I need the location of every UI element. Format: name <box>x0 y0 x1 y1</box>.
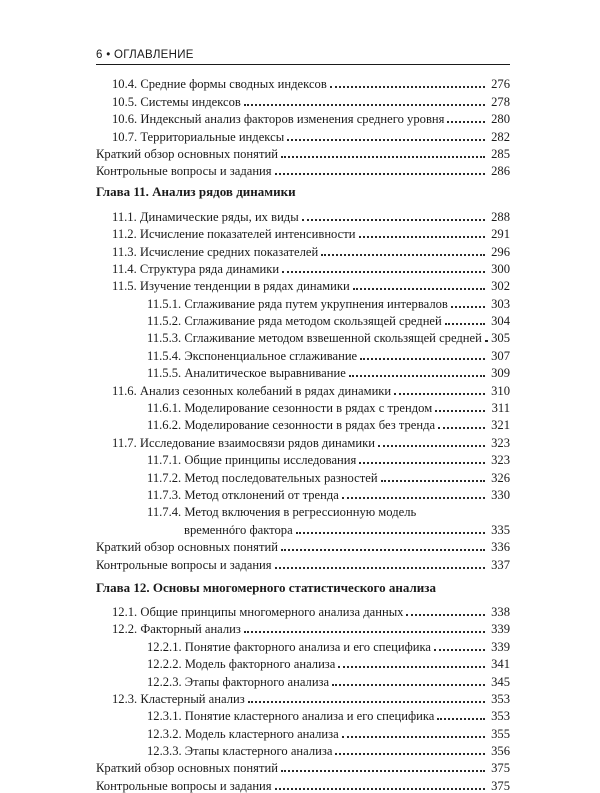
toc-entry-text: Метод последовательных разностей <box>184 471 377 485</box>
toc-entry-title <box>112 227 356 241</box>
toc-entry-text: Контрольные вопросы и задания <box>96 779 272 793</box>
toc-entry-title <box>147 727 339 741</box>
dot-leader <box>394 393 485 395</box>
toc-entry-text: Этапы кластерного анализа <box>185 744 333 758</box>
toc-entry[interactable] <box>96 259 510 276</box>
toc-entry-title <box>147 488 339 502</box>
toc-entry-number: 11.6.2. <box>147 418 181 432</box>
dot-leader <box>445 323 485 325</box>
dot-leader <box>342 736 485 738</box>
toc-page-number: 375 <box>488 761 510 775</box>
toc-entry-number: 11.7.4. <box>147 505 181 519</box>
toc-entry-title <box>96 164 272 178</box>
toc-entry[interactable] <box>96 363 510 380</box>
toc-page-number: 286 <box>488 164 510 178</box>
toc-entry-number: 11.5.3. <box>147 331 181 345</box>
toc-page-number: 278 <box>488 95 510 109</box>
dot-leader <box>275 567 485 569</box>
chapter-heading[interactable]: Глава 11. Анализ рядов динамики <box>96 178 510 206</box>
dot-leader <box>353 288 485 290</box>
toc-page-number: 296 <box>488 245 510 259</box>
toc-page-number: 310 <box>488 384 510 398</box>
toc-entry-title <box>147 471 378 485</box>
toc-entry-title <box>96 779 272 793</box>
toc-entry-title <box>147 640 431 654</box>
toc-entry-title <box>147 709 434 723</box>
toc-page-number: 311 <box>488 401 510 415</box>
toc-page-number: 323 <box>488 436 510 450</box>
toc-entry-number: 11.6. <box>112 384 137 398</box>
toc-entry[interactable] <box>96 328 510 345</box>
toc-entry-title <box>96 558 272 572</box>
toc-entry[interactable] <box>96 502 510 519</box>
toc-entry-text: Территориальные индексы <box>140 130 284 144</box>
toc-page-number: 326 <box>488 471 510 485</box>
toc-page-number: 300 <box>488 262 510 276</box>
dot-leader <box>330 86 485 88</box>
toc-entry-number: 12.2.1. <box>147 640 182 654</box>
toc-entry-title <box>112 622 241 636</box>
toc-page-number: 345 <box>488 675 510 689</box>
toc-entry-title <box>147 657 335 671</box>
toc-entry-text: Этапы факторного анализа <box>185 675 329 689</box>
toc-entry-text: Моделирование сезонности в рядах с трендом <box>184 401 432 415</box>
toc-entry-number: 12.2. <box>112 622 137 636</box>
toc-entry-text: Краткий обзор основных понятий <box>96 540 278 554</box>
dot-leader <box>282 271 485 273</box>
toc-page-number: 302 <box>488 279 510 293</box>
toc-entry-number: 12.1. <box>112 605 137 619</box>
dot-leader <box>281 549 485 551</box>
toc-entry-number: 12.2.3. <box>147 675 182 689</box>
dot-leader <box>275 173 485 175</box>
toc-entry[interactable] <box>96 224 510 241</box>
toc-entry-text: Понятие кластерного анализа и его специфика <box>185 709 435 723</box>
toc-entry-title <box>147 366 346 380</box>
toc-page-number: 309 <box>488 366 510 380</box>
toc-page-number: 339 <box>488 622 510 636</box>
toc-entry[interactable] <box>96 723 510 740</box>
toc-entry-text: Метод включения в регрессионную модель <box>184 505 416 519</box>
toc-entry-text: Исчисление средних показателей <box>140 245 318 259</box>
toc-page-number: 375 <box>488 779 510 793</box>
toc-entry-text: Средние формы сводных индексов <box>140 77 326 91</box>
toc-entry-title <box>96 147 278 161</box>
toc-entry-text: Анализ сезонных колебаний в рядах динамики <box>140 384 391 398</box>
toc-entry[interactable] <box>96 206 510 223</box>
toc-entry-text: Краткий обзор основных понятий <box>96 147 278 161</box>
toc-entry-text: Динамические ряды, их виды <box>140 210 299 224</box>
toc-page-number: 303 <box>488 297 510 311</box>
toc-entry[interactable] <box>96 450 510 467</box>
toc-page-number: 330 <box>488 488 510 502</box>
toc-entry-title <box>112 692 245 706</box>
toc-entry-number: 11.4. <box>112 262 137 276</box>
toc-entry-number: 11.5.2. <box>147 314 181 328</box>
toc-entry-text: Экспоненциальное сглаживание <box>184 349 357 363</box>
toc-entry-text: Краткий обзор основных понятий <box>96 761 278 775</box>
toc-entry[interactable] <box>96 380 510 397</box>
dot-leader <box>381 480 485 482</box>
toc-entry-number: 11.7.3. <box>147 488 181 502</box>
page-number: 6 <box>96 49 103 61</box>
toc-entry-text: Исследование взаимосвязи рядов динамики <box>140 436 375 450</box>
toc-entry-title <box>112 384 391 398</box>
toc-entry-number: 11.6.1. <box>147 401 181 415</box>
toc-entry[interactable] <box>96 619 510 636</box>
toc-entry[interactable] <box>96 671 510 688</box>
dot-leader <box>302 219 485 221</box>
toc-page-number: 304 <box>488 314 510 328</box>
toc-entry-number: 11.7.1. <box>147 453 181 467</box>
toc-entry[interactable] <box>96 293 510 310</box>
toc-entry-number: 11.5.4. <box>147 349 181 363</box>
toc-entry-text: Модель факторного анализа <box>185 657 336 671</box>
toc-entry-text: Индексный анализ факторов изменения среднего уровня <box>140 112 444 126</box>
toc-entry[interactable] <box>96 537 510 554</box>
page-header <box>96 49 510 65</box>
toc-entry[interactable] <box>96 602 510 619</box>
toc-entry-title <box>147 505 416 519</box>
toc-entry-title <box>112 210 299 224</box>
toc-page-number: 276 <box>488 77 510 91</box>
toc-entry-title <box>96 540 278 554</box>
toc-page-number: 356 <box>488 744 510 758</box>
toc-page-number: 353 <box>488 709 510 723</box>
toc-page-number: 355 <box>488 727 510 741</box>
toc-entry-number: 12.2.2. <box>147 657 182 671</box>
toc-entry[interactable] <box>96 689 510 706</box>
toc-entry-title <box>147 401 432 415</box>
toc-entry[interactable] <box>96 345 510 362</box>
toc-entry-text: Кластерный анализ <box>140 692 244 706</box>
toc-entry-title <box>112 77 327 91</box>
toc-entry-title <box>147 314 442 328</box>
dot-leader <box>451 306 485 308</box>
dot-leader <box>349 375 485 377</box>
dot-leader <box>342 497 485 499</box>
toc-page-number: 288 <box>488 210 510 224</box>
toc-entry[interactable] <box>96 636 510 653</box>
toc-entry[interactable] <box>96 485 510 502</box>
header-bullet: • <box>106 49 110 61</box>
toc-entry-text: Исчисление показателей интенсивности <box>140 227 356 241</box>
dot-leader <box>338 666 485 668</box>
toc-page-number: 282 <box>488 130 510 144</box>
dot-leader <box>437 718 485 720</box>
running-title: ОГЛАВЛЕНИЕ <box>114 49 194 61</box>
toc-entry-title <box>147 418 435 432</box>
toc-page-number: 353 <box>488 692 510 706</box>
dot-leader <box>281 770 485 772</box>
dot-leader <box>281 156 485 158</box>
toc-page-number: 285 <box>488 147 510 161</box>
toc-entry[interactable] <box>96 126 510 143</box>
dot-leader <box>335 753 485 755</box>
toc-page-number: 291 <box>488 227 510 241</box>
toc-entry-text: Общие принципы многомерного анализа данных <box>140 605 403 619</box>
toc-entry-title <box>147 331 482 345</box>
toc-entry-number: 11.1. <box>112 210 137 224</box>
toc-entry[interactable] <box>96 758 510 775</box>
toc-entry-title <box>147 453 356 467</box>
toc-entry-text: Аналитическое выравнивание <box>184 366 345 380</box>
toc-page-number: 338 <box>488 605 510 619</box>
toc-page-number: 280 <box>488 112 510 126</box>
dot-leader <box>296 532 485 534</box>
toc-entry[interactable] <box>96 109 510 126</box>
toc-entry-title <box>147 297 448 311</box>
toc-page-number: 305 <box>488 331 510 345</box>
toc-entry-text: Структура ряда динамики <box>140 262 279 276</box>
dot-leader <box>275 788 485 790</box>
toc-entry-text: временнóго фактора <box>184 523 293 537</box>
toc-entry-title <box>112 262 279 276</box>
toc-entry-number: 12.3.3. <box>147 744 182 758</box>
toc-entry-title <box>147 744 332 758</box>
dot-leader <box>359 462 485 464</box>
dot-leader <box>438 427 485 429</box>
toc-entry-text: Контрольные вопросы и задания <box>96 558 272 572</box>
toc-entry-number: 12.3.1. <box>147 709 182 723</box>
toc-entry-number: 11.7. <box>112 436 137 450</box>
toc-entry-title <box>184 523 293 537</box>
dot-leader <box>287 139 485 141</box>
toc-entry-number: 12.3. <box>112 692 137 706</box>
toc-entry-number: 11.5. <box>112 279 137 293</box>
toc-entry-title <box>112 112 444 126</box>
toc-entry-text: Общие принципы исследования <box>184 453 356 467</box>
toc-entry-number: 10.7. <box>112 130 137 144</box>
toc-entry[interactable] <box>96 276 510 293</box>
toc-entry-text: Факторный анализ <box>140 622 241 636</box>
table-of-contents <box>96 74 510 793</box>
toc-entry[interactable] <box>96 741 510 758</box>
toc-entry-number: 12.3.2. <box>147 727 182 741</box>
toc-entry[interactable] <box>96 554 510 571</box>
toc-entry-title <box>147 675 329 689</box>
toc-entry-continuation[interactable] <box>96 519 510 536</box>
toc-entry[interactable] <box>96 654 510 671</box>
toc-entry-text: Контрольные вопросы и задания <box>96 164 272 178</box>
toc-entry-title <box>112 245 318 259</box>
toc-entry-text: Метод отклонений от тренда <box>184 488 339 502</box>
toc-page-number: 307 <box>488 349 510 363</box>
toc-page-number: 336 <box>488 540 510 554</box>
toc-page-number: 335 <box>488 523 510 537</box>
dot-leader <box>435 410 485 412</box>
toc-entry-number: 10.5. <box>112 95 137 109</box>
toc-entry-number: 11.2. <box>112 227 137 241</box>
dot-leader <box>321 254 485 256</box>
toc-entry[interactable] <box>96 161 510 178</box>
toc-page-number: 337 <box>488 558 510 572</box>
toc-entry[interactable] <box>96 311 510 328</box>
dot-leader <box>434 649 485 651</box>
toc-entry-title <box>147 349 357 363</box>
toc-entry[interactable] <box>96 706 510 723</box>
toc-entry-title <box>112 95 241 109</box>
toc-entry-text: Системы индексов <box>140 95 241 109</box>
toc-page-number: 321 <box>488 418 510 432</box>
dot-leader <box>406 614 485 616</box>
toc-entry-text: Понятие факторного анализа и его специфика <box>185 640 431 654</box>
toc-entry-text: Сглаживание ряда путем укрупнения интервалов <box>184 297 448 311</box>
toc-entry[interactable] <box>96 241 510 258</box>
toc-page-number: 323 <box>488 453 510 467</box>
toc-entry[interactable] <box>96 74 510 91</box>
toc-entry-title <box>112 436 375 450</box>
dot-leader <box>332 684 485 686</box>
toc-entry[interactable] <box>96 775 510 792</box>
toc-entry-title <box>112 279 350 293</box>
dot-leader <box>360 358 485 360</box>
toc-entry-title <box>112 605 403 619</box>
toc-entry-text: Моделирование сезонности в рядах без тренда <box>184 418 435 432</box>
dot-leader <box>248 701 485 703</box>
toc-entry-text: Изучение тенденции в рядах динамики <box>140 279 350 293</box>
dot-leader <box>244 631 485 633</box>
toc-entry-text: Модель кластерного анализа <box>185 727 339 741</box>
toc-entry-number: 10.6. <box>112 112 137 126</box>
dot-leader <box>378 445 485 447</box>
dot-leader <box>244 104 485 106</box>
toc-entry[interactable] <box>96 415 510 432</box>
toc-entry-number: 11.3. <box>112 245 137 259</box>
dot-leader <box>359 236 486 238</box>
toc-entry-number: 11.5.5. <box>147 366 181 380</box>
toc-entry[interactable] <box>96 91 510 108</box>
toc-page-number: 339 <box>488 640 510 654</box>
dot-leader <box>447 121 485 123</box>
toc-entry[interactable] <box>96 432 510 449</box>
toc-entry-number: 10.4. <box>112 77 137 91</box>
toc-entry-text: Сглаживание методом взвешенной скользящей средней <box>184 331 482 345</box>
toc-entry-title <box>96 761 278 775</box>
toc-entry[interactable] <box>96 467 510 484</box>
toc-entry-number: 11.5.1. <box>147 297 181 311</box>
toc-entry-title <box>112 130 284 144</box>
toc-entry[interactable] <box>96 144 510 161</box>
toc-entry[interactable] <box>96 398 510 415</box>
toc-entry-number: 11.7.2. <box>147 471 181 485</box>
toc-page-number: 341 <box>488 657 510 671</box>
toc-entry-text: Сглаживание ряда методом скользящей средней <box>184 314 441 328</box>
chapter-heading[interactable]: Глава 12. Основы многомерного статистического анализа <box>96 572 510 602</box>
